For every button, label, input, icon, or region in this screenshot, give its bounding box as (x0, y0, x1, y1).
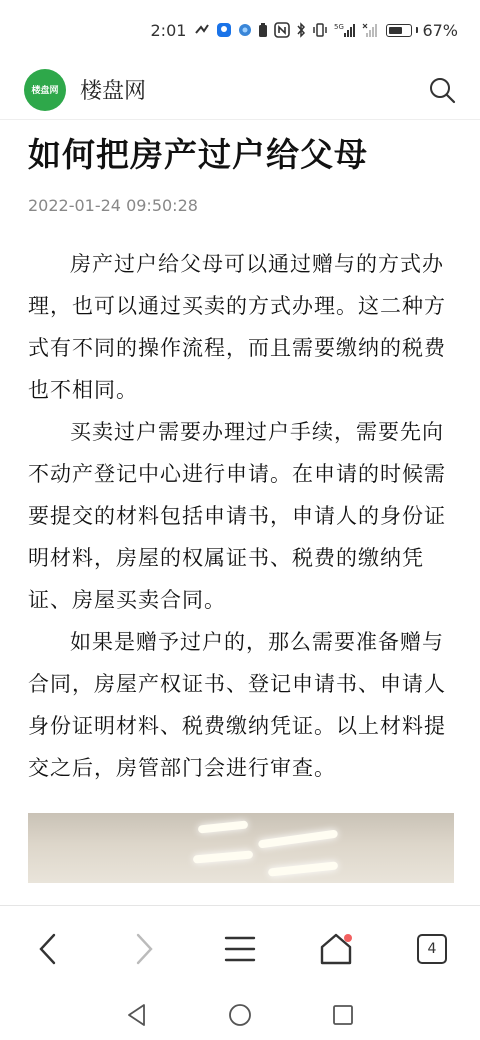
article (28, 122, 452, 883)
article-paragraph: 房产过户给父母可以通过赠与的方式办理，也可以通过买卖的方式办理。这二种方式有不同的操作流程，而且需要缴纳的税费也不相同。 (28, 252, 446, 402)
5g-signal-icon (334, 22, 356, 38)
home-button[interactable] (312, 925, 360, 973)
tabs-button[interactable] (408, 925, 456, 973)
menu-button[interactable] (216, 925, 264, 973)
system-back-icon[interactable] (126, 1003, 148, 1027)
article-image (28, 813, 454, 883)
status-bar (0, 0, 480, 60)
bluetooth-icon (296, 22, 306, 38)
article-title: 如何把房产过户给父母 (28, 135, 368, 174)
site-logo[interactable] (24, 69, 66, 111)
vibrate-icon (312, 22, 328, 38)
system-nav-bar (0, 990, 480, 1040)
logo-text: 楼盘网 (31, 86, 59, 96)
app-notification-icon-2 (238, 23, 252, 37)
article-paragraph: 如果是赠予过户的，那么需要准备赠与合同，房屋产权证书、登记申请书、申请人身份证明材料、税费缴纳凭证。以上材料提交之后，房管部门会进行审查。 (28, 630, 446, 780)
back-button[interactable] (24, 925, 72, 973)
system-recents-icon[interactable] (332, 1004, 354, 1026)
site-header (0, 60, 480, 120)
battery-percent: 67% (422, 20, 458, 40)
battery-icon (386, 24, 412, 37)
battery-saver-icon (258, 22, 268, 38)
menu-icon (224, 935, 256, 963)
signal-arrow-icon (194, 23, 210, 37)
search-icon[interactable] (428, 76, 456, 104)
svg-text:5G: 5G (334, 23, 345, 31)
system-home-icon[interactable] (228, 1003, 252, 1027)
app-notification-icon (216, 22, 232, 38)
status-time: 2:01 (150, 20, 187, 40)
article-date: 2022-01-24 09:50:28 (28, 196, 198, 215)
notification-badge (344, 934, 352, 942)
forward-arrow-icon (132, 932, 156, 966)
battery-indicator (386, 21, 458, 40)
tab-count: 4 (417, 934, 447, 964)
back-arrow-icon (36, 932, 60, 966)
nfc-icon (274, 22, 290, 38)
signal-icon (362, 22, 378, 38)
battery-fill (389, 27, 401, 34)
browser-bottom-nav (0, 905, 480, 991)
article-paragraph: 买卖过户需要办理过户手续，需要先向不动产登记中心进行申请。在申请的时候需要提交的材料包括申请书，申请人的身份证明材料，房屋的权属证书、税费的缴纳凭证、房屋买卖合同。 (28, 420, 446, 612)
site-name[interactable]: 楼盘网 (80, 79, 147, 104)
status-icons (194, 22, 378, 38)
forward-button[interactable] (120, 925, 168, 973)
